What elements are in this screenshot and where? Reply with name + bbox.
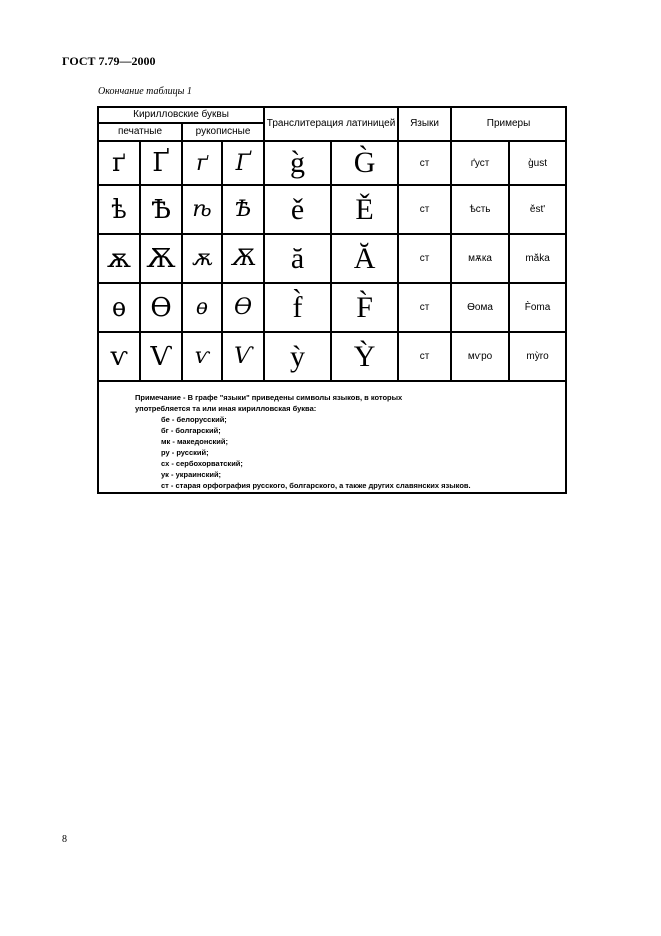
language-code: ст [398, 332, 451, 381]
example-cyrillic: ѣсть [451, 185, 509, 234]
printed-lowercase: ѳ [98, 283, 140, 332]
table-row [98, 185, 566, 234]
example-cyrillic: Ѳома [451, 283, 509, 332]
table-row [98, 332, 566, 381]
handwritten-lowercase: ґ [182, 141, 222, 185]
language-code: ст [398, 185, 451, 234]
handwritten-uppercase: Ґ [222, 141, 264, 185]
header-cyrillic-letters: Кирилловские буквы [98, 107, 264, 123]
header-transliteration: Транслитерация латиницей [264, 107, 398, 141]
printed-uppercase: Ѵ [140, 332, 182, 381]
note-line: употребляется та или иная кирилловская буква: [135, 404, 317, 413]
language-code: ст [398, 283, 451, 332]
latin-lowercase: f̀ [264, 283, 331, 332]
latin-uppercase: Ă [331, 234, 398, 283]
latin-uppercase: G̀ [331, 141, 398, 185]
latin-uppercase: Ě [331, 185, 398, 234]
example-cyrillic: мѵро [451, 332, 509, 381]
printed-lowercase: ѵ [98, 332, 140, 381]
latin-uppercase: Ỳ [331, 332, 398, 381]
printed-uppercase: Ѫ [140, 234, 182, 283]
printed-lowercase: ґ [98, 141, 140, 185]
document-header: ГОСТ 7.79—2000 [62, 54, 156, 68]
handwritten-lowercase: ѫ [182, 234, 222, 283]
example-latin: ěst' [509, 185, 566, 234]
example-latin: măka [509, 234, 566, 283]
example-cyrillic: ґуст [451, 141, 509, 185]
note-row [98, 381, 566, 493]
table-row [98, 141, 566, 185]
language-code: ст [398, 234, 451, 283]
example-latin: g̀ust [509, 141, 566, 185]
latin-lowercase: g̀ [264, 141, 331, 185]
printed-uppercase: Ґ [140, 141, 182, 185]
note-item: сх - сербохорватский; [161, 459, 243, 468]
handwritten-lowercase: ѣ [182, 185, 222, 234]
table-row [98, 283, 566, 332]
printed-uppercase: Ѳ [140, 283, 182, 332]
note-item: ук - украинский; [161, 470, 222, 479]
table-note [99, 382, 565, 492]
printed-uppercase: Ѣ [140, 185, 182, 234]
latin-lowercase: ě [264, 185, 331, 234]
handwritten-uppercase: Ѵ [222, 332, 264, 381]
language-code: ст [398, 141, 451, 185]
table-caption: Окончание таблицы 1 [98, 86, 192, 97]
handwritten-uppercase: Ѫ [222, 234, 264, 283]
latin-uppercase: F̀ [331, 283, 398, 332]
table-row [98, 234, 566, 283]
handwritten-uppercase: Ѣ [222, 185, 264, 234]
header-examples: Примеры [451, 107, 566, 141]
note-cell [98, 381, 566, 493]
note-item: ру - русский; [161, 448, 209, 457]
handwritten-lowercase: ѳ [182, 283, 222, 332]
latin-lowercase: ă [264, 234, 331, 283]
note-item: бг - болгарский; [161, 426, 221, 435]
page-number: 8 [62, 834, 67, 845]
note-item: бе - белорусский; [161, 415, 227, 424]
header-handwritten: рукописные [182, 123, 264, 141]
example-latin: mỳro [509, 332, 566, 381]
printed-lowercase: ѣ [98, 185, 140, 234]
transliteration-table [97, 106, 567, 494]
header-printed: печатные [98, 123, 182, 141]
printed-lowercase: ѫ [98, 234, 140, 283]
example-cyrillic: мѫка [451, 234, 509, 283]
handwritten-lowercase: ѵ [182, 332, 222, 381]
latin-lowercase: ỳ [264, 332, 331, 381]
handwritten-uppercase: Ѳ [222, 283, 264, 332]
header-languages: Языки [398, 107, 451, 141]
note-item: мк - македонский; [161, 437, 229, 446]
note-line: Примечание - В графе "языки" приведены символы языков, в которых [135, 393, 403, 402]
example-latin: F̀oma [509, 283, 566, 332]
note-item: ст - старая орфография русского, болгарского, а также других славянских языков. [161, 481, 471, 490]
